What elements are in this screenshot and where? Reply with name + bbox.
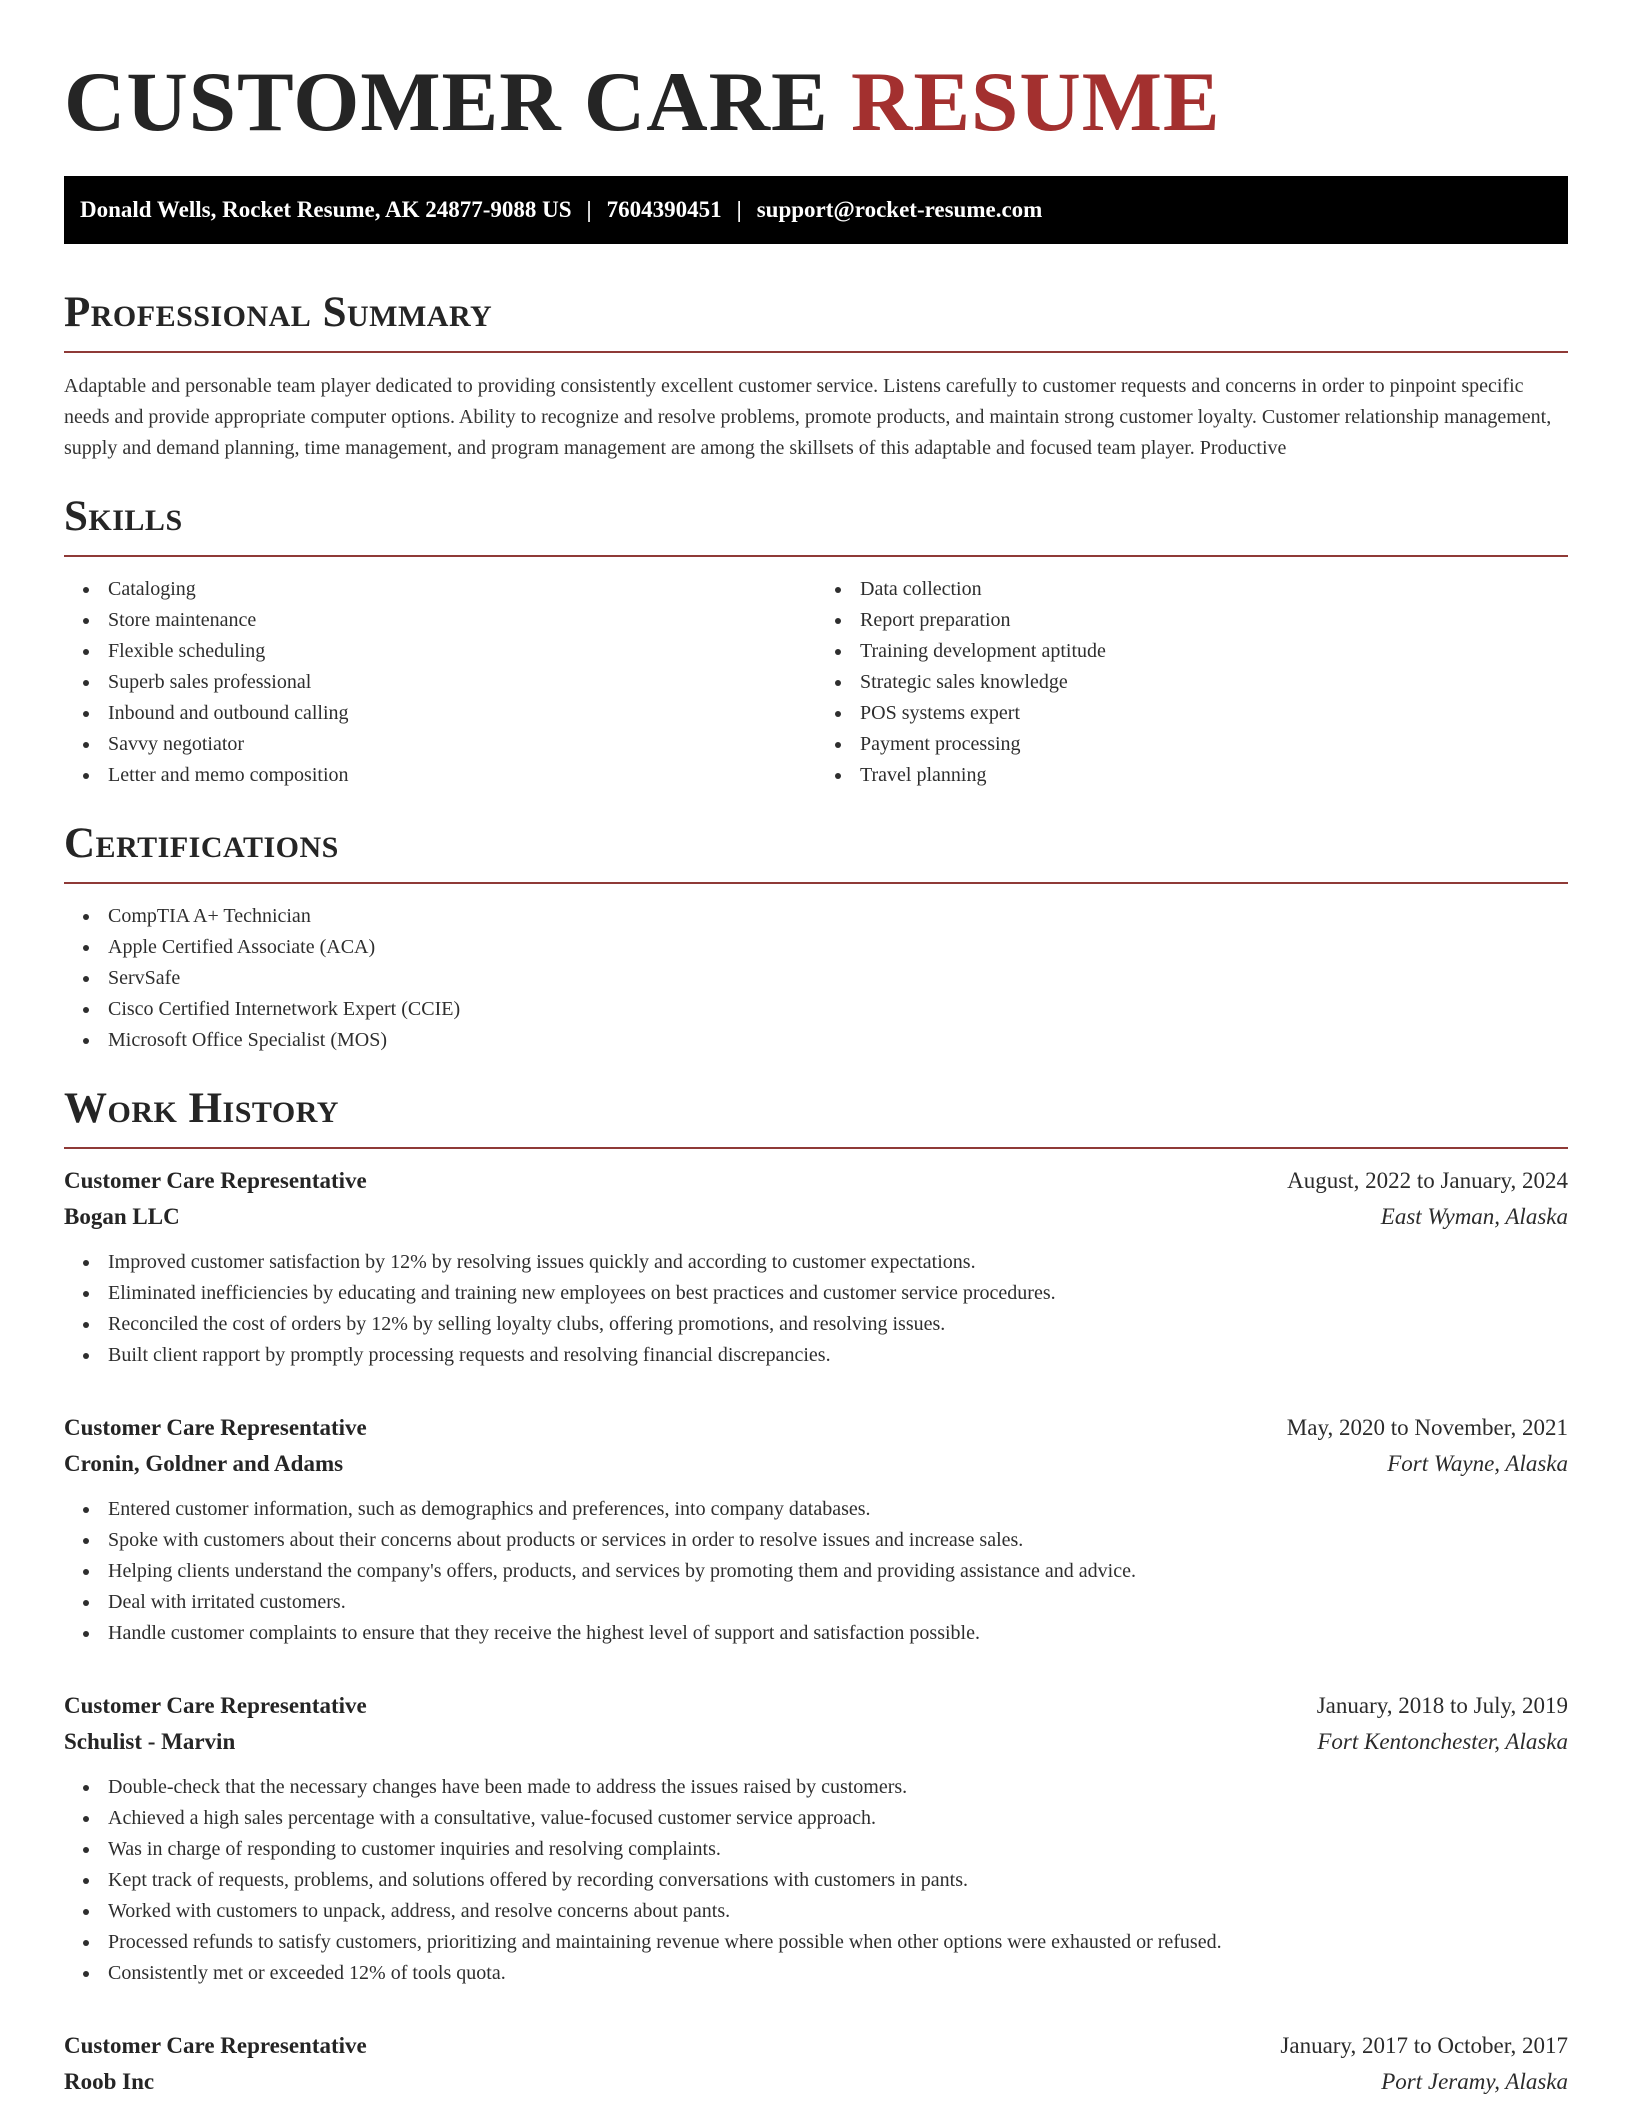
job-bullet: Kept track of requests, problems, and solutions offered by recording conversations with customers in pants.: [108, 1865, 1568, 1896]
certifications-heading: Certifications: [64, 820, 339, 867]
job-bullet: Was in charge of responding to customer inquiries and resolving complaints.: [108, 1834, 1568, 1865]
skill-item: Letter and memo composition: [108, 760, 816, 791]
certification-item: CompTIA A+ Technician: [108, 901, 1568, 932]
resume-title: [64, 0, 1568, 152]
job-bullet: Deal with irritated customers.: [108, 1587, 1568, 1618]
title-main: CUSTOMER CARE: [64, 55, 829, 149]
skills-section: [64, 492, 1568, 791]
job-entry: [64, 1688, 1568, 1989]
contact-separator: |: [586, 197, 592, 222]
job-bullet: Reconciled the cost of orders by 12% by selling loyalty clubs, offering promotions, and resolving issues.: [108, 1309, 1568, 1340]
summary-section: [64, 288, 1568, 464]
job-title: Customer Care Representative: [64, 1415, 367, 1440]
job-title: Customer Care Representative: [64, 1168, 367, 1193]
job-bullet: Entered customer information, such as demographics and preferences, into company databases.: [108, 1494, 1568, 1525]
job-company-row: [64, 2064, 1568, 2100]
job-location: Port Jeramy, Alaska: [1381, 2069, 1568, 2094]
job-header-row: [64, 1688, 1568, 1724]
skills-list-right: [816, 574, 1568, 791]
skill-item: Training development aptitude: [860, 636, 1568, 667]
job-bullets: [64, 1247, 1568, 1371]
skill-item: Payment processing: [860, 729, 1568, 760]
skill-item: POS systems expert: [860, 698, 1568, 729]
job-header-row: [64, 1410, 1568, 1446]
job-bullet: Processed refunds to satisfy customers, prioritizing and maintaining revenue where possible when other options were exhausted or refused.: [108, 1927, 1568, 1958]
certifications-list: [64, 901, 1568, 1056]
job-entry: [64, 1410, 1568, 1649]
job-bullet: Worked with customers to unpack, address, and resolve concerns about pants.: [108, 1896, 1568, 1927]
certification-item: Cisco Certified Internetwork Expert (CCIE): [108, 994, 1568, 1025]
job-company: Bogan LLC: [64, 1204, 180, 1229]
section-divider: [64, 1147, 1568, 1149]
job-company: Roob Inc: [64, 2069, 155, 2094]
contact-separator: |: [736, 197, 742, 222]
certification-item: ServSafe: [108, 963, 1568, 994]
job-bullet: Achieved a high sales percentage with a consultative, value-focused customer service approach.: [108, 1803, 1568, 1834]
job-location: Fort Wayne, Alaska: [1387, 1451, 1568, 1476]
job-bullet: Consistently met or exceeded 12% of tools quota.: [108, 1958, 1568, 1989]
skills-grid: [64, 557, 1568, 791]
section-divider: [64, 882, 1568, 884]
job-company-row: [64, 1199, 1568, 1235]
job-company-row: [64, 1724, 1568, 1760]
work-history-heading: Work History: [64, 1085, 339, 1132]
job-dates: May, 2020 to November, 2021: [1286, 1415, 1568, 1440]
job-bullet: Improved customer satisfaction by 12% by resolving issues quickly and according to customer expectations.: [108, 1247, 1568, 1278]
job-title: Customer Care Representative: [64, 1693, 367, 1718]
certifications-section: [64, 819, 1568, 1056]
title-accent: RESUME: [850, 55, 1221, 149]
skill-item: Report preparation: [860, 605, 1568, 636]
certification-item: Microsoft Office Specialist (MOS): [108, 1025, 1568, 1056]
job-location: East Wyman, Alaska: [1380, 1204, 1568, 1229]
summary-heading: Professional Summary: [64, 289, 493, 336]
job-company: Cronin, Goldner and Adams: [64, 1451, 344, 1476]
contact-phone: 7604390451: [606, 197, 722, 222]
job-bullet: Helping clients understand the company's offers, products, and services by promoting them and providing assistance and advice.: [108, 1556, 1568, 1587]
section-divider: [64, 351, 1568, 353]
skill-item: Data collection: [860, 574, 1568, 605]
contact-email: support@rocket-resume.com: [756, 197, 1043, 222]
job-location: Fort Kentonchester, Alaska: [1317, 1729, 1568, 1754]
job-company-row: [64, 1446, 1568, 1482]
job-header-row: [64, 2028, 1568, 2064]
skill-item: Flexible scheduling: [108, 636, 816, 667]
job-dates: January, 2017 to October, 2017: [1280, 2033, 1568, 2058]
job-bullets: [64, 1494, 1568, 1649]
job-entry: [64, 1163, 1568, 1371]
skills-list-left: [64, 574, 816, 791]
summary-text: Adaptable and personable team player dedicated to providing consistently excellent customer service. Listens carefully to customer requests and concerns in order to pinpoint specific needs and provide appropriate computer options. Ability to recognize and resolve problems, promote products, and maintain strong customer loyalty. Customer relationship management, supply and demand planning, time management, and program management are among the skillsets of this adaptable and focused team player. Productive: [64, 375, 1552, 459]
job-bullet: Handle customer complaints to ensure that they receive the highest level of support and satisfaction possible.: [108, 1618, 1568, 1649]
skill-item: Superb sales professional: [108, 667, 816, 698]
work-history-section: [64, 1084, 1568, 2100]
skills-heading: Skills: [64, 493, 183, 540]
contact-address: Donald Wells, Rocket Resume, AK 24877-9088 US: [80, 197, 572, 222]
skill-item: Savvy negotiator: [108, 729, 816, 760]
job-title: Customer Care Representative: [64, 2033, 367, 2058]
skill-item: Inbound and outbound calling: [108, 698, 816, 729]
jobs-list: [64, 1163, 1568, 2100]
job-dates: January, 2018 to July, 2019: [1316, 1693, 1568, 1718]
job-header-row: [64, 1163, 1568, 1199]
skill-item: Travel planning: [860, 760, 1568, 791]
contact-bar: [64, 176, 1568, 244]
job-bullet: Eliminated inefficiencies by educating and training new employees on best practices and customer service procedures.: [108, 1278, 1568, 1309]
job-entry: [64, 2028, 1568, 2100]
job-dates: August, 2022 to January, 2024: [1287, 1168, 1568, 1193]
skill-item: Store maintenance: [108, 605, 816, 636]
certification-item: Apple Certified Associate (ACA): [108, 932, 1568, 963]
job-bullet: Spoke with customers about their concerns about products or services in order to resolve issues and increase sales.: [108, 1525, 1568, 1556]
job-bullet: Built client rapport by promptly processing requests and resolving financial discrepancies.: [108, 1340, 1568, 1371]
job-company: Schulist - Marvin: [64, 1729, 236, 1754]
skill-item: Strategic sales knowledge: [860, 667, 1568, 698]
skill-item: Cataloging: [108, 574, 816, 605]
job-bullet: Double-check that the necessary changes have been made to address the issues raised by customers.: [108, 1772, 1568, 1803]
job-bullets: [64, 1772, 1568, 1989]
